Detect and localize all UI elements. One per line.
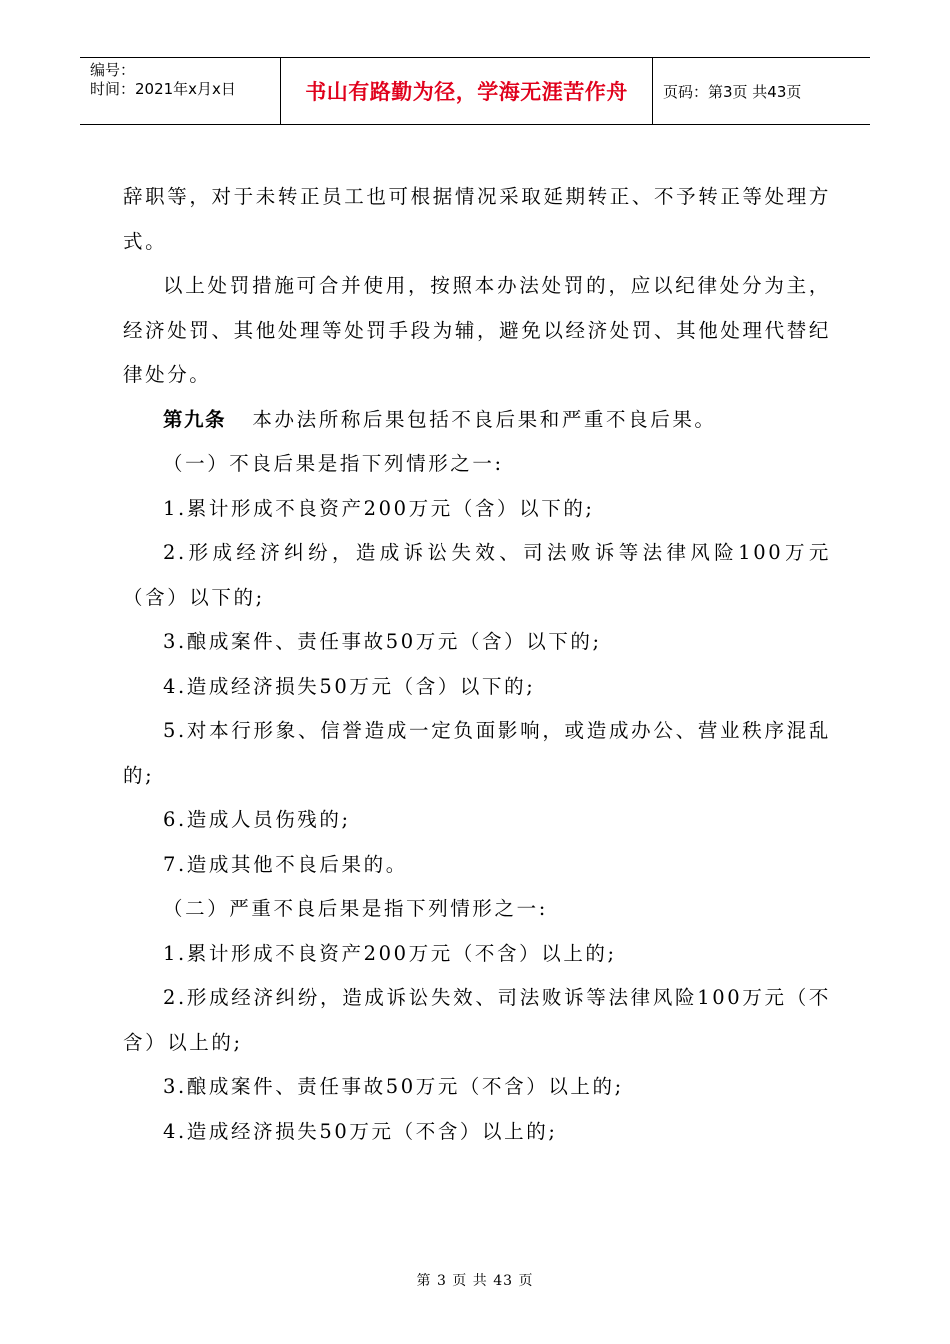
list-item: 7.造成其他不良后果的。 bbox=[163, 852, 408, 876]
list-item: 2.形成经济纠纷，造成诉讼失效、司法败诉等法律风险100万元（含）以下的; bbox=[123, 541, 831, 609]
list-item: 3.酿成案件、责任事故50万元（不含）以上的; bbox=[163, 1075, 624, 1098]
list-item: 1.累计形成不良资产200万元（含）以下的; bbox=[163, 496, 595, 520]
page-footer: 第 3 页 共 43 页 bbox=[416, 1273, 534, 1289]
list-item: 6.造成人员伤残的; bbox=[163, 808, 351, 831]
document-number-label: 编号： bbox=[90, 61, 136, 79]
article-label: 第九条 bbox=[163, 407, 227, 431]
section-title: （一）不良后果是指下列情形之一: bbox=[163, 452, 504, 475]
article-text: 本办法所称后果包括不良后果和严重不良后果。 bbox=[252, 407, 717, 431]
document-body bbox=[123, 175, 831, 1154]
list-item: 4.造成经济损失50万元（不含）以上的; bbox=[163, 1119, 558, 1143]
list-item: 1.累计形成不良资产200万元（不含）以上的; bbox=[163, 941, 617, 965]
list-item: 3.酿成案件、责任事故50万元（含）以下的; bbox=[163, 630, 602, 653]
article-nine bbox=[123, 398, 831, 443]
document-time: 时间：2021年x月x日 bbox=[90, 80, 236, 98]
list-item: 2.形成经济纠纷，造成诉讼失效、司法败诉等法律风险100万元（不含）以上的; bbox=[123, 986, 831, 1054]
list-item: 5.对本行形象、信誉造成一定负面影响，或造成办公、营业秩序混乱的; bbox=[123, 719, 831, 787]
header-page-info: 页码：第3页 共43页 bbox=[663, 82, 802, 101]
paragraph: 辞职等，对于未转正员工也可根据情况采取延期转正、不予转正等处理方式。 bbox=[123, 185, 831, 253]
paragraph: 以上处罚措施可合并使用，按照本办法处罚的，应以纪律处分为主，经济处罚、其他处理等处罚手段为辅，避免以经济处罚、其他处理代替纪律处分。 bbox=[123, 274, 831, 386]
page-header bbox=[80, 57, 870, 125]
header-meta bbox=[80, 58, 281, 124]
section-title: （二）严重不良后果是指下列情形之一: bbox=[163, 897, 548, 920]
list-item: 4.造成经济损失50万元（含）以下的; bbox=[163, 674, 536, 698]
header-motto: 书山有路勤为径，学海无涯苦作舟 bbox=[281, 58, 653, 124]
